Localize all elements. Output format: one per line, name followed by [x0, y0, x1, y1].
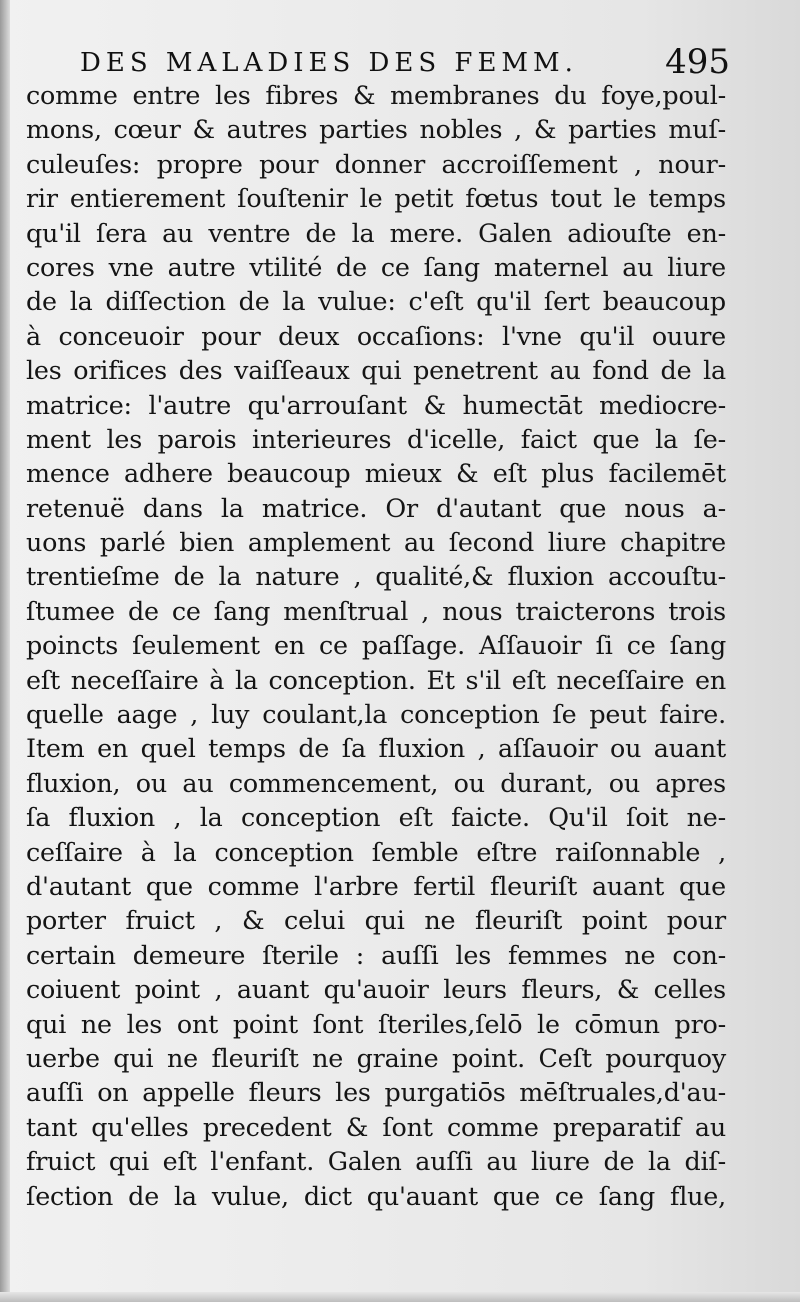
text-line: trentieſme de la nature , qualité,& fluxion accouſtu-	[26, 561, 726, 592]
text-line: tant qu'elles precedent & ſont comme preparatif au	[26, 1111, 726, 1142]
text-line: quelle aage , luy coulant,la conception ſe peut faire.	[26, 699, 726, 730]
text-line: uons parlé bien amplement au ſecond liure chapitre	[26, 527, 726, 558]
text-line: cores vne autre vtilité de ce ſang maternel au liure	[26, 251, 726, 282]
text-line: ment les parois interieures d'icelle, faict que la ſe-	[26, 423, 726, 454]
text-line: ſtumee de ce ſang menſtrual , nous traicterons trois	[26, 595, 726, 626]
text-line: rir entierement ſouſtenir le petit fœtus tout le temps	[26, 183, 726, 214]
text-line: ſection de la vulue, dict qu'auant que ce ſang flue,	[26, 1180, 726, 1211]
text-line: auſſi on appelle fleurs les purgatiōs mēſtruales,d'au-	[26, 1077, 726, 1108]
text-line: porter fruict , & celui qui ne fleuriſt point pour	[26, 905, 726, 936]
text-line: comme entre les fibres & membranes du foye,poul-	[26, 80, 726, 110]
text-line: uerbe qui ne fleuriſt ne graine point. Ceſt pourquoy	[26, 1042, 726, 1073]
text-line: fluxion, ou au commencement, ou durant, ou apres	[26, 767, 726, 798]
text-line: ſa fluxion , la conception eſt faicte. Qu'il ſoit ne-	[26, 802, 726, 833]
text-line: coiuent point , auant qu'auoir leurs fleurs, & celles	[26, 974, 726, 1005]
text-line: de la diſſection de la vulue: c'eſt qu'il ſert beaucoup	[26, 286, 726, 317]
text-line: culeuſes: propre pour donner accroiſſement , nour-	[26, 148, 726, 179]
text-line: les orifices des vaiſſeaux qui penetrent au fond de la	[26, 355, 726, 386]
text-line: qui ne les ont point ſont ſteriles,ſelō le cōmun pro-	[26, 1008, 726, 1039]
text-line: ceſſaire à la conception ſemble eſtre raiſonnable ,	[26, 836, 726, 867]
text-line: eſt neceſſaire à la conception. Et s'il eſt neceſſaire en	[26, 664, 726, 695]
text-line: Item en quel temps de ſa fluxion , aſſauoir ou auant	[26, 733, 726, 764]
text-line: d'autant que comme l'arbre fertil fleuriſt auant que	[26, 870, 726, 901]
text-line: certain demeure ſterile : auſſi les femmes ne con-	[26, 939, 726, 970]
page-number: 495	[665, 42, 730, 82]
text-line: qu'il ſera au ventre de la mere. Galen adiouſte en-	[26, 217, 726, 248]
text-line: mons, cœur & autres parties nobles , & parties muſ-	[26, 114, 726, 145]
running-head: DES MALADIES DES FEMM.	[80, 48, 578, 78]
body-text	[26, 78, 726, 1213]
page-bottom-edge	[0, 1292, 800, 1302]
text-line: retenuë dans la matrice. Or d'autant que nous a-	[26, 492, 726, 523]
text-line: à conceuoir pour deux occaſions: l'vne qu'il ouure	[26, 320, 726, 351]
text-line: matrice: l'autre qu'arrouſant & humectāt mediocre-	[26, 389, 726, 420]
text-line: mence adhere beaucoup mieux & eſt plus facilemēt	[26, 458, 726, 489]
text-line: poincts ſeulement en ce paſſage. Aſſauoir ſi ce ſang	[26, 630, 726, 661]
page-gutter-shadow	[0, 0, 10, 1302]
text-line: fruict qui eſt l'enfant. Galen auſſi au liure de la diſ-	[26, 1146, 726, 1177]
